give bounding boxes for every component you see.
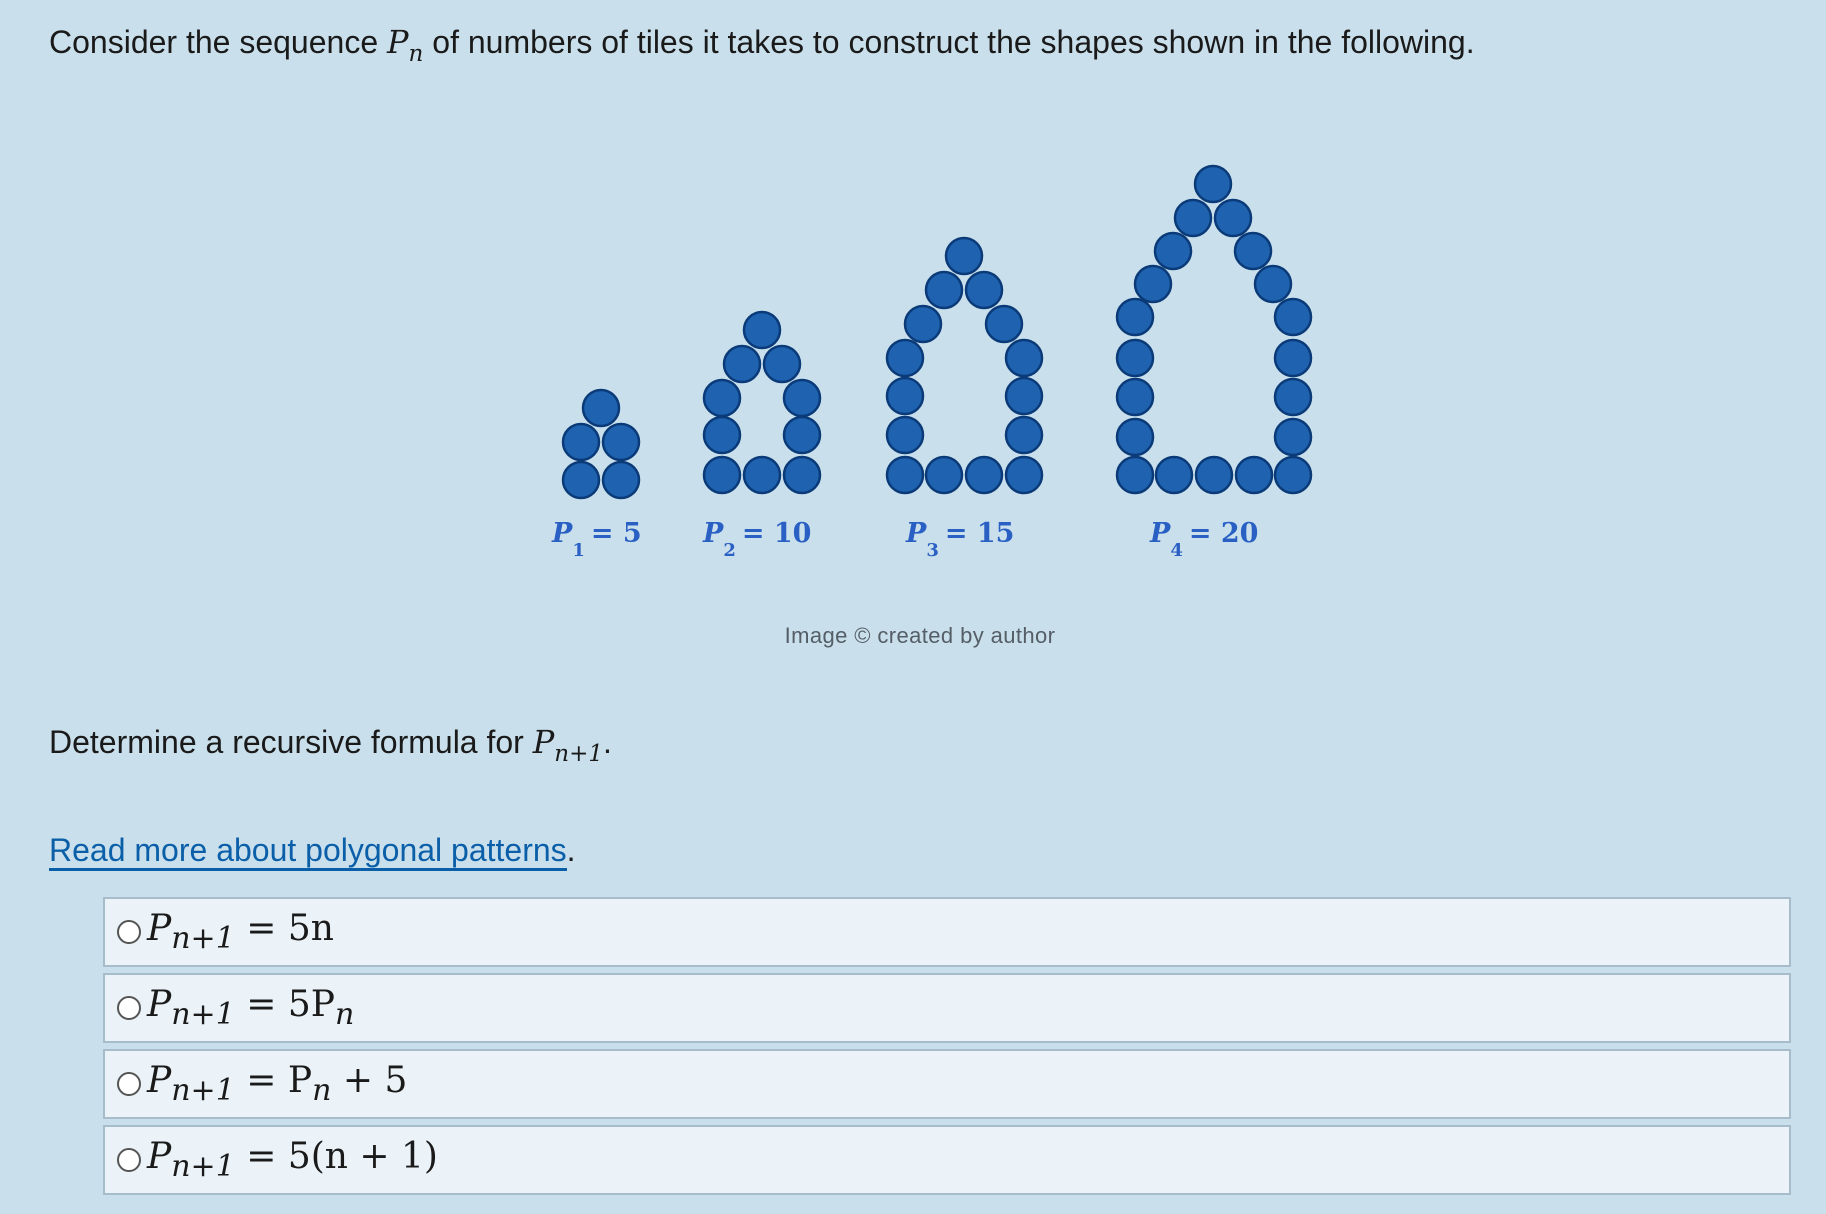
tile	[1006, 457, 1042, 493]
choice-formula-2: $P_{n+1} = 5P_n$	[147, 983, 355, 1033]
answer-choices	[103, 897, 1791, 1201]
image-caption: Image © created by author	[784, 623, 1056, 648]
tile	[1117, 419, 1153, 455]
tile	[887, 457, 923, 493]
tile	[1215, 200, 1251, 236]
tile	[744, 312, 780, 348]
tile-pattern-1	[563, 390, 639, 498]
tile	[986, 306, 1022, 342]
question-text	[49, 18, 1475, 66]
pattern-label-4: $P_4= 20$	[1150, 518, 1259, 561]
tile	[966, 272, 1002, 308]
read-more-link[interactable]: Read more about polygonal patterns	[49, 832, 567, 871]
tile	[583, 390, 619, 426]
choice-formula-4: $P_{n+1} = 5(n + 1)$	[147, 1135, 438, 1185]
tile	[966, 457, 1002, 493]
tile	[926, 272, 962, 308]
tile	[603, 462, 639, 498]
pattern-label-1: $P_1= 5$	[552, 518, 642, 561]
pattern-label-2: $P_2= 10$	[703, 518, 812, 561]
tile	[1117, 340, 1153, 376]
tile	[1235, 233, 1271, 269]
tile-pattern-2	[704, 312, 820, 493]
tile	[1117, 457, 1153, 493]
tile	[887, 340, 923, 376]
tile	[1236, 457, 1272, 493]
tile	[1195, 166, 1231, 202]
radio-button-4[interactable]	[117, 1148, 141, 1172]
tile	[887, 378, 923, 414]
tile	[1255, 266, 1291, 302]
tile	[1006, 417, 1042, 453]
answer-choice-2[interactable]	[103, 973, 1791, 1043]
question-text-before: Consider the sequence	[49, 24, 387, 60]
tile	[1275, 340, 1311, 376]
tile	[1275, 419, 1311, 455]
tile	[1117, 299, 1153, 335]
tile	[784, 380, 820, 416]
answer-choice-1[interactable]	[103, 897, 1791, 967]
choice-formula-1: $P_{n+1} = 5n$	[147, 907, 334, 957]
tile-pattern-diagram	[0, 140, 1826, 660]
tile	[946, 238, 982, 274]
tile	[1196, 457, 1232, 493]
read-more-period: .	[566, 832, 576, 868]
tile	[744, 457, 780, 493]
tile	[1275, 299, 1311, 335]
tile-pattern-figure	[0, 140, 1826, 660]
prompt-variable: $P_{n+1}$	[532, 723, 604, 768]
tile	[1175, 200, 1211, 236]
tile-pattern-3	[887, 238, 1042, 493]
answer-choice-3[interactable]	[103, 1049, 1791, 1119]
radio-button-2[interactable]	[117, 996, 141, 1020]
tile	[1155, 233, 1191, 269]
question-text-after: of numbers of tiles it takes to construct the shapes shown in the following.	[423, 24, 1475, 60]
tile	[563, 424, 599, 460]
tile	[1275, 457, 1311, 493]
tile	[887, 417, 923, 453]
answer-choice-4[interactable]	[103, 1125, 1791, 1195]
tile	[764, 346, 800, 382]
tile	[704, 417, 740, 453]
tile	[1275, 379, 1311, 415]
pattern-label-3: $P_3= 15$	[906, 518, 1015, 561]
tile	[704, 457, 740, 493]
radio-button-1[interactable]	[117, 920, 141, 944]
tile-pattern-4	[1117, 166, 1311, 493]
tile	[1006, 340, 1042, 376]
question-variable: $P_n$	[387, 23, 424, 68]
tile	[724, 346, 760, 382]
radio-button-3[interactable]	[117, 1072, 141, 1096]
prompt-text: Determine a recursive formula for $P_{n+1}$.	[49, 723, 612, 768]
read-more-line	[49, 828, 576, 872]
tile	[784, 457, 820, 493]
choice-formula-3: $P_{n+1} = P_n + 5$	[147, 1059, 408, 1109]
tile	[1117, 379, 1153, 415]
tile	[926, 457, 962, 493]
tile	[784, 417, 820, 453]
tile	[1156, 457, 1192, 493]
tile	[1006, 378, 1042, 414]
tile	[563, 462, 599, 498]
tile	[704, 380, 740, 416]
tile	[1135, 266, 1171, 302]
tile	[603, 424, 639, 460]
tile	[905, 306, 941, 342]
